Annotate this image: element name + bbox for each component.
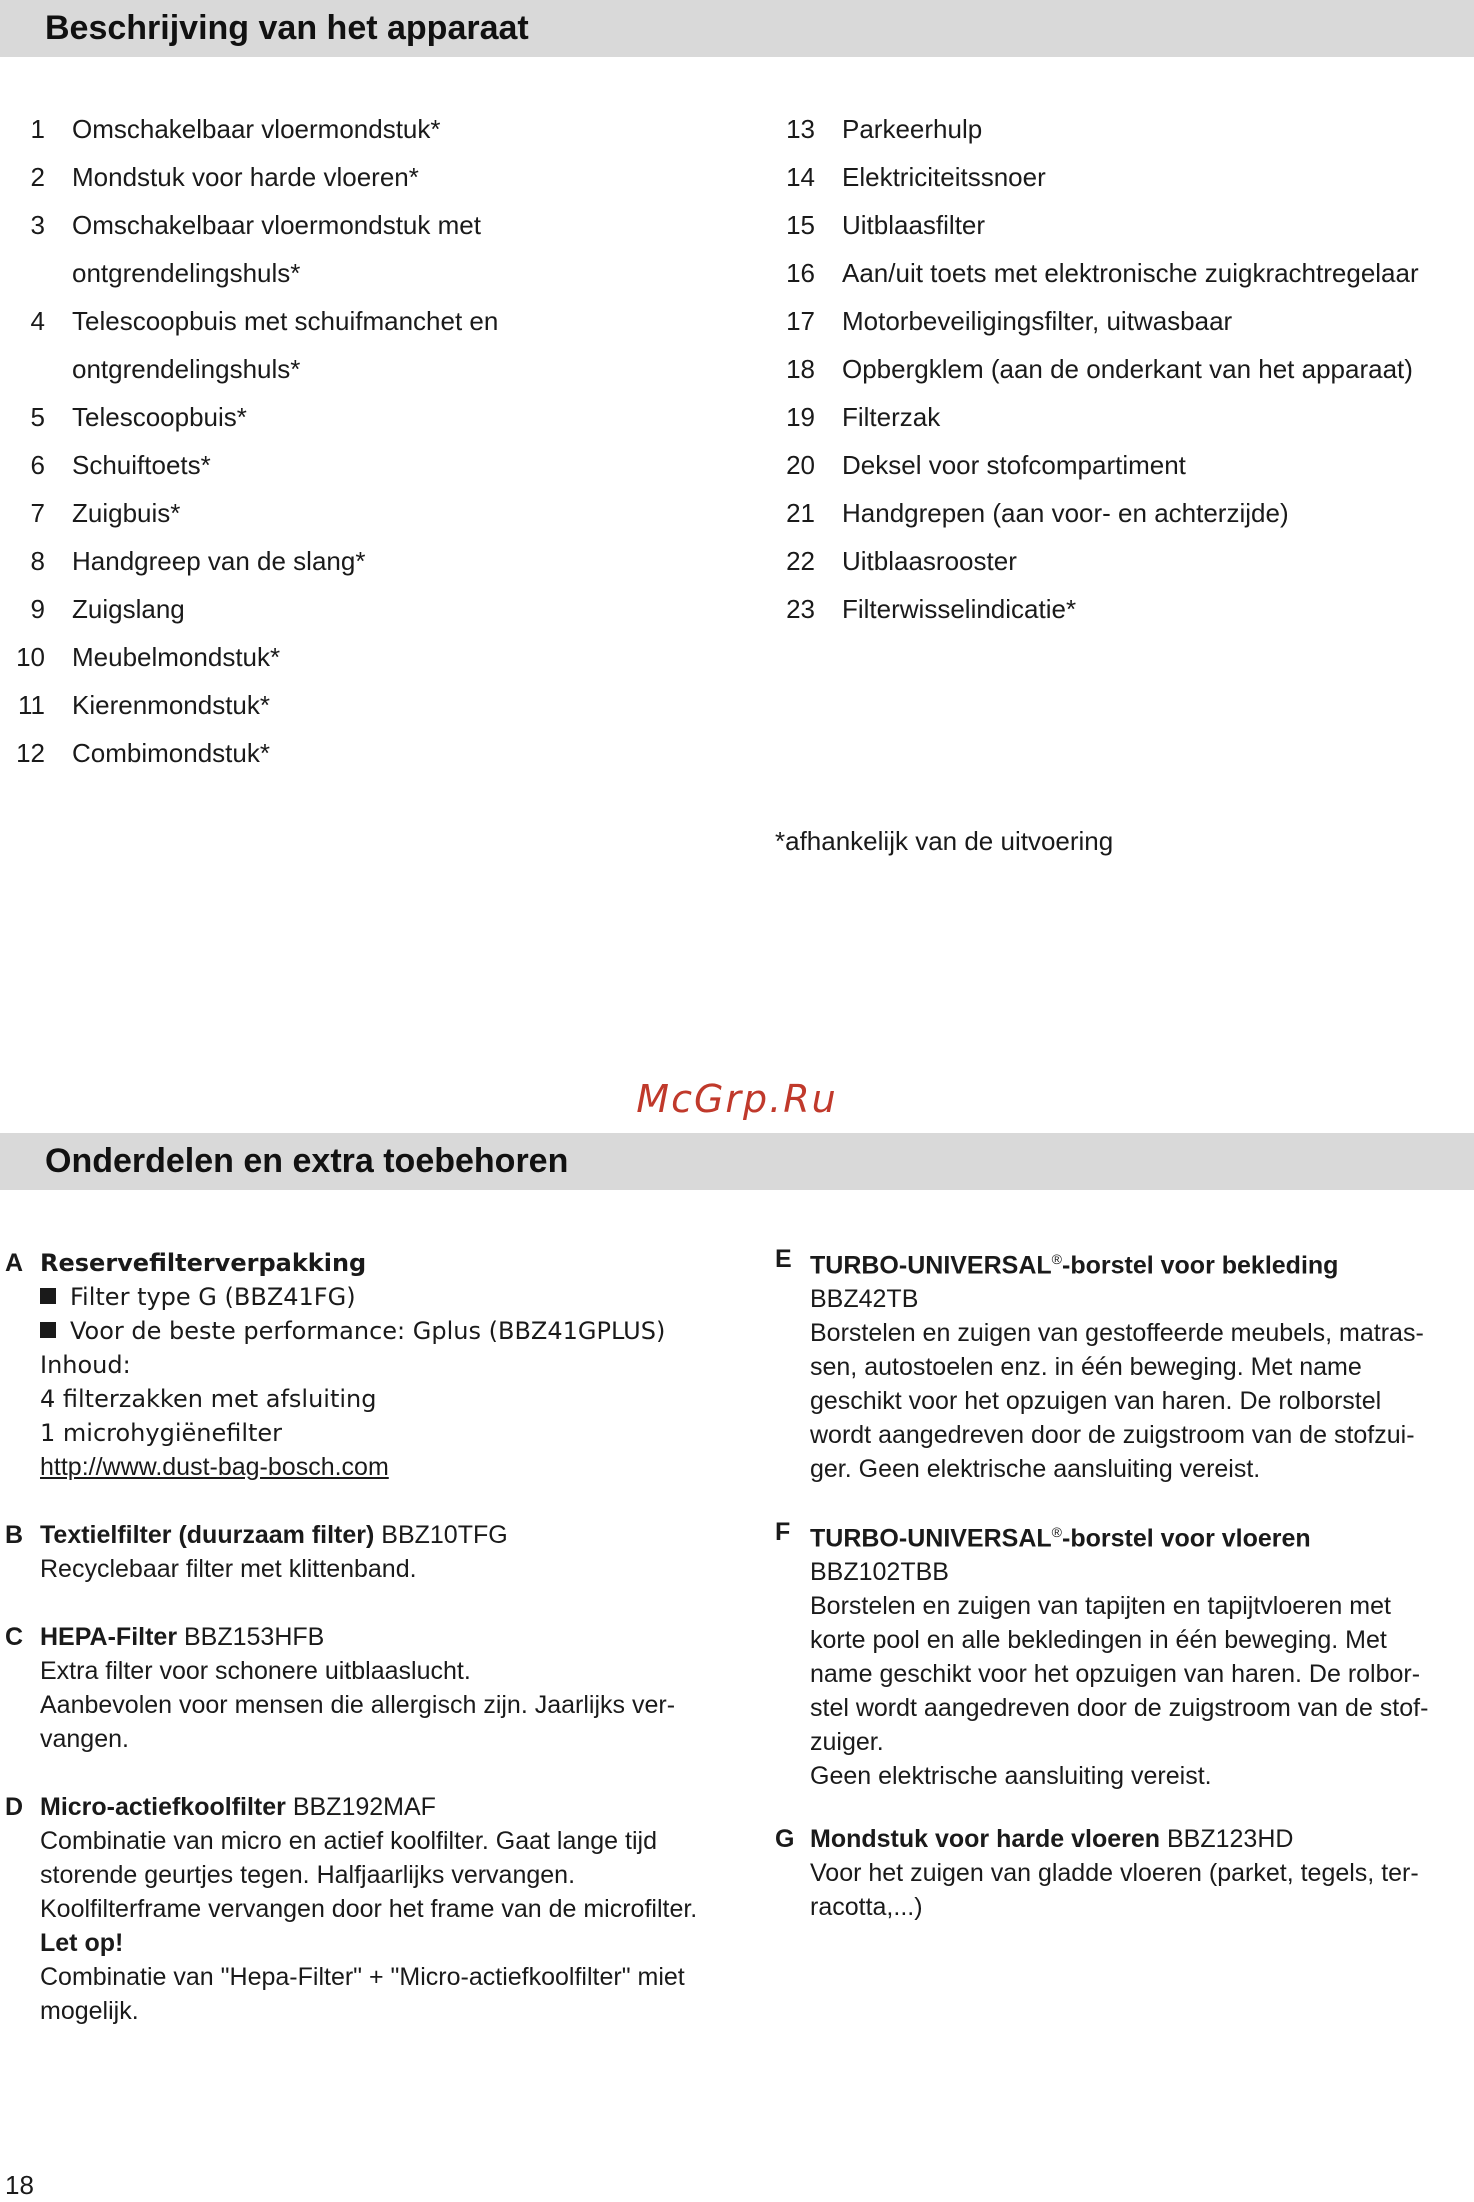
accessory-title: Textielfilter (duurzaam filter) BBZ10TFG — [40, 1521, 508, 1549]
square-bullet-icon — [40, 1322, 56, 1338]
description-line: vangen. — [40, 1725, 129, 1753]
list-item: 1 Omschakelbaar vloermondstuk* — [30, 114, 441, 144]
bullet-item: Voor de beste performance: Gplus (BBZ41GPLUS) — [40, 1314, 745, 1348]
square-bullet-icon — [40, 1288, 56, 1304]
warning-label: Let op! — [40, 1929, 124, 1957]
list-item: 15 Uitblaasfilter — [786, 210, 986, 240]
accessory-d — [5, 1790, 745, 2028]
accessory-letter: C — [5, 1623, 24, 1651]
accessory-title: Reservefilterverpakking — [40, 1249, 367, 1277]
registered-mark: ® — [1051, 1524, 1062, 1540]
section-title: Onderdelen en extra toebehoren — [45, 1142, 569, 1180]
description-line: 4 filterzakken met afsluiting — [40, 1385, 377, 1413]
list-item: 20 Deksel voor stofcompartiment — [786, 450, 1186, 480]
list-item: 13 Parkeerhulp — [786, 114, 983, 144]
accessory-letter: D — [5, 1793, 24, 1821]
list-item: 7 Zuigbuis* — [30, 498, 181, 528]
footnote: *afhankelijk van de uitvoering — [775, 826, 1114, 856]
description-line: mogelijk. — [40, 1997, 139, 2025]
list-item: 4 Telescoopbuis met schuifmanchet en — [30, 306, 499, 336]
section-header-accessories — [0, 1133, 1474, 1190]
accessory-title: Micro-actiefkoolfilter BBZ192MAF — [40, 1793, 436, 1821]
description-line: wordt aangedreven door de zuigstroom van de stofzui- — [810, 1421, 1415, 1450]
list-item: 6 Schuiftoets* — [30, 450, 211, 480]
description-line: Combinatie van micro en actief koolfilter. Gaat lange tijd — [40, 1827, 657, 1855]
list-item: 22 Uitblaasrooster — [786, 546, 1017, 576]
list-item: 17 Motorbeveiligingsfilter, uitwasbaar — [786, 306, 1233, 336]
accessory-c — [5, 1620, 745, 1756]
description-line: zuiger. — [810, 1728, 884, 1757]
description-line: 1 microhygiënefilter — [40, 1419, 283, 1447]
accessory-code: BBZ153HFB — [177, 1623, 325, 1651]
accessory-letter: F — [775, 1518, 791, 1546]
list-item: 3 Omschakelbaar vloermondstuk met — [30, 210, 481, 240]
accessory-title: Mondstuk voor harde vloeren BBZ123HD — [810, 1825, 1294, 1853]
dust-bag-link[interactable]: http://www.dust-bag-bosch.com — [40, 1453, 389, 1481]
description-line: Koolfilterframe vervangen door het frame van de microfilter. — [40, 1895, 698, 1923]
description-line: Borstelen en zuigen van tapijten en tapijtvloeren met — [810, 1592, 1391, 1621]
description-line: Aanbevolen voor mensen die allergisch zijn. Jaarlijks ver- — [40, 1691, 676, 1719]
description-line: storende geurtjes tegen. Halfjaarlijks vervangen. — [40, 1861, 576, 1889]
description-line: stel wordt aangedreven door de zuigstroom van de stof- — [810, 1694, 1429, 1723]
description-line: geschikt voor het opzuigen van haren. De rolborstel — [810, 1387, 1382, 1416]
list-item: 5 Telescoopbuis* — [30, 402, 247, 432]
list-item: 23 Filterwisselindicatie* — [786, 594, 1077, 624]
list-item: 10 Meubelmondstuk* — [16, 642, 281, 672]
list-item: 8 Handgreep van de slang* — [30, 546, 366, 576]
parts-list-right — [770, 105, 1470, 633]
description-line: ger. Geen elektrische aansluiting vereist. — [810, 1455, 1261, 1484]
accessory-letter: A — [5, 1249, 24, 1277]
list-item: 16 Aan/uit toets met elektronische zuigkrachtregelaar — [786, 258, 1419, 288]
description-line: Recyclebaar filter met klittenband. — [40, 1555, 417, 1583]
list-item: 2 Mondstuk voor harde vloeren* — [30, 162, 419, 192]
accessory-letter: E — [775, 1245, 792, 1273]
list-item: 18 Opbergklem (aan de onderkant van het apparaat) — [786, 354, 1413, 384]
description-line: Combinatie van "Hepa-Filter" + "Micro-actiefkoolfilter" miet — [40, 1963, 685, 1991]
accessory-a — [5, 1246, 745, 1484]
description-line: sen, autostoelen enz. in één beweging. Met name — [810, 1353, 1362, 1382]
description-line: name geschikt voor het opzuigen van haren. De rolbor- — [810, 1660, 1421, 1689]
description-line: Geen elektrische aansluiting vereist. — [810, 1762, 1212, 1791]
registered-mark: ® — [1051, 1251, 1062, 1267]
accessory-f — [775, 1515, 1465, 1793]
accessory-title: HEPA-Filter BBZ153HFB — [40, 1623, 325, 1651]
accessory-letter: B — [5, 1521, 24, 1549]
description-line: Voor het zuigen van gladde vloeren (parket, tegels, ter- — [810, 1859, 1419, 1887]
watermark: McGrp.Ru — [636, 1077, 838, 1121]
accessory-title: TURBO-UNIVERSAL®-borstel voor bekleding — [810, 1251, 1339, 1280]
accessory-code: BBZ10TFG — [374, 1521, 508, 1549]
list-item: 21 Handgrepen (aan voor- en achterzijde) — [786, 498, 1289, 528]
list-item: ontgrendelingshuls* — [72, 258, 301, 288]
accessory-code: BBZ42TB — [810, 1285, 919, 1314]
section-title: Beschrijving van het apparaat — [45, 9, 529, 47]
accessory-code: BBZ123HD — [1160, 1825, 1294, 1853]
accessory-letter: G — [775, 1825, 795, 1853]
description-line: racotta,...) — [810, 1893, 923, 1921]
list-item: 14 Elektriciteitssnoer — [786, 162, 1046, 192]
list-item: 9 Zuigslang — [30, 594, 185, 624]
description-line: korte pool en alle bekledingen in één beweging. Met — [810, 1626, 1387, 1655]
accessory-code: BBZ192MAF — [285, 1793, 436, 1821]
list-item: 19 Filterzak — [786, 402, 941, 432]
list-item: ontgrendelingshuls* — [72, 354, 301, 384]
accessory-code: BBZ102TBB — [810, 1558, 949, 1587]
list-item: 11 Kierenmondstuk* — [18, 690, 270, 720]
bullet-item: Filter type G (BBZ41FG) — [40, 1280, 745, 1314]
parts-list-left — [0, 105, 760, 777]
page-number: 18 — [5, 2170, 34, 2200]
accessory-b — [5, 1518, 745, 1586]
section-header-description — [0, 0, 1474, 57]
accessory-e — [775, 1242, 1465, 1486]
description-line: Extra filter voor schonere uitblaaslucht. — [40, 1657, 471, 1685]
description-line: Borstelen en zuigen van gestoffeerde meubels, matras- — [810, 1319, 1424, 1348]
list-item: 12 Combimondstuk* — [16, 738, 270, 768]
accessory-title: TURBO-UNIVERSAL®-borstel voor vloeren — [810, 1524, 1311, 1553]
accessory-g — [775, 1822, 1465, 1924]
description-line: Inhoud: — [40, 1351, 131, 1379]
